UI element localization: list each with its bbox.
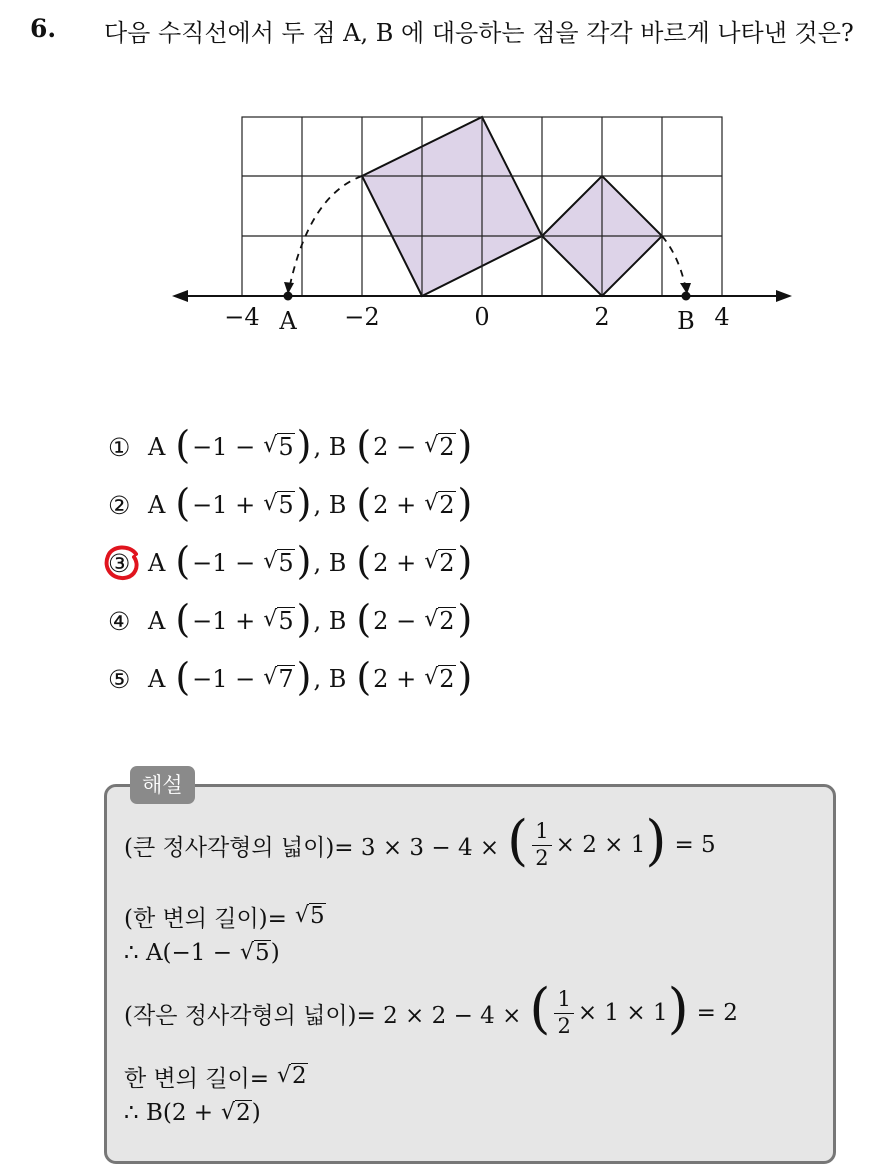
tick-label: 4 [714,303,730,331]
close-paren: ) [296,597,312,641]
close-paren: ) [296,655,312,699]
a-expression: −1 − [192,549,256,577]
radicand: 5 [278,491,294,520]
open-paren: ( [175,539,191,583]
close-paren: ) [457,539,473,583]
choice-mark: ④ [108,606,131,636]
choice-5[interactable] [108,650,474,708]
b-label: , B [313,607,347,635]
solution-text: × 1 × 1 [577,1000,668,1026]
sqrt: √ 5 [263,433,294,462]
open-paren: ( [356,597,372,641]
left-arrow [172,290,188,302]
question-text: 다음 수직선에서 두 점 A, B 에 대응하는 점을 각각 바르게 나타낸 것은? [104,19,854,47]
close-paren: ) [251,1100,261,1127]
b-expression: 2 + [373,491,417,519]
close-paren: ) [457,481,473,525]
b-expression: 2 − [373,607,417,635]
b-label: , B [313,491,347,519]
tick-label: −2 [344,303,380,331]
a-expression: −1 + [192,607,256,635]
sqrt: √ 2 [424,665,455,694]
grid [242,117,722,296]
a-expression: −1 + [192,491,256,519]
tick-label: 0 [474,303,490,331]
open-paren: ( [356,481,372,525]
open-paren: ( [529,977,551,1040]
close-paren: ) [296,481,312,525]
large-square [362,117,542,296]
a-label: A [148,607,166,635]
sqrt: √ 7 [263,665,294,694]
close-paren: ) [645,809,667,872]
radicand: 5 [255,940,270,966]
radicand: 7 [278,665,294,694]
solution-line-4 [124,977,738,1040]
open-paren: ( [356,539,372,583]
solution-tag: 해설 [130,766,195,804]
point-b [682,292,691,301]
arc-to-b [662,236,685,285]
denominator: 2 [535,845,549,870]
b-expression: 2 + [373,549,417,577]
radicand: 2 [439,665,455,694]
b-label: , B [313,433,347,461]
answer-circle-mark [100,541,146,587]
number-line-figure [160,105,800,345]
close-paren: ) [296,423,312,467]
solution-text: = 5 [674,832,716,858]
close-paren: ) [457,597,473,641]
choice-4[interactable] [108,592,474,650]
open-paren: ( [356,423,372,467]
tick-label: −4 [224,303,260,331]
choice-mark: ③ [108,548,131,578]
a-label: A [148,665,166,693]
radicand: 2 [439,607,455,636]
radicand: 5 [278,549,294,578]
fraction [554,987,573,1038]
close-paren: ) [667,977,689,1040]
point-a [284,292,293,301]
close-paren: ) [270,940,280,967]
b-expression: 2 − [373,433,417,461]
open-paren: ( [507,809,529,872]
arc-to-a [290,176,362,285]
radicand: 2 [439,549,455,578]
fraction [532,819,551,870]
choice-3[interactable] [108,534,474,592]
sqrt: √ 5 [263,549,294,578]
choice-mark: ⑤ [108,664,131,694]
sqrt: √ 5 [294,903,325,930]
radicand: 5 [278,433,294,462]
solution-line-3 [124,940,280,966]
right-arrow [776,290,792,302]
answer-choices [108,418,474,708]
solution-text: × 2 × 1 [555,832,646,858]
numerator: 1 [532,819,551,845]
question-number: 6. [30,14,57,43]
solution-line-2 [124,900,326,933]
choice-mark: ① [108,432,131,462]
close-paren: ) [457,655,473,699]
b-label: , B [313,549,347,577]
sqrt: √ 2 [221,1100,251,1126]
solution-text: (작은 정사각형의 넓이)= 2 × 2 − 4 × [124,1002,522,1029]
solution-text: (한 변의 길이)= [124,906,287,932]
sqrt: √ 2 [424,607,455,636]
open-paren: ( [175,481,191,525]
solution-text: 한 변의 길이= [124,1066,269,1092]
solution-text: ∴ B(2 + [124,1100,214,1127]
sqrt: √ 5 [263,607,294,636]
a-expression: −1 − [192,433,256,461]
numerator: 1 [554,987,573,1013]
radicand: 2 [439,491,455,520]
radicand: 5 [309,903,325,930]
a-expression: −1 − [192,665,256,693]
sqrt: √ 2 [424,549,455,578]
radicand: 2 [236,1100,251,1126]
b-expression: 2 + [373,665,417,693]
solution-text: (큰 정사각형의 넓이)= 3 × 3 − 4 × [124,834,500,861]
solution-text: ∴ A(−1 − [124,940,233,967]
solution-text: = 2 [696,1000,738,1026]
a-label: A [148,491,166,519]
sqrt: √ 5 [240,940,270,966]
open-paren: ( [175,423,191,467]
a-label: A [148,549,166,577]
sqrt: √ 2 [276,1063,307,1090]
point-label-b: B [677,307,695,335]
open-paren: ( [175,655,191,699]
choice-mark: ② [108,490,131,520]
choice-1[interactable] [108,418,474,476]
a-label: A [148,433,166,461]
tick-label: 2 [594,303,610,331]
point-label-a: A [279,307,297,335]
sqrt: √ 5 [263,491,294,520]
close-paren: ) [296,539,312,583]
radicand: 5 [278,607,294,636]
open-paren: ( [175,597,191,641]
denominator: 2 [557,1013,571,1038]
sqrt: √ 2 [424,433,455,462]
sqrt: √ 2 [424,491,455,520]
radicand: 2 [439,433,455,462]
choice-2[interactable] [108,476,474,534]
solution-line-5 [124,1060,308,1093]
b-label: , B [313,665,347,693]
radicand: 2 [292,1063,307,1090]
solution-line-1 [124,809,716,872]
close-paren: ) [457,423,473,467]
open-paren: ( [356,655,372,699]
solution-line-6 [124,1100,261,1126]
